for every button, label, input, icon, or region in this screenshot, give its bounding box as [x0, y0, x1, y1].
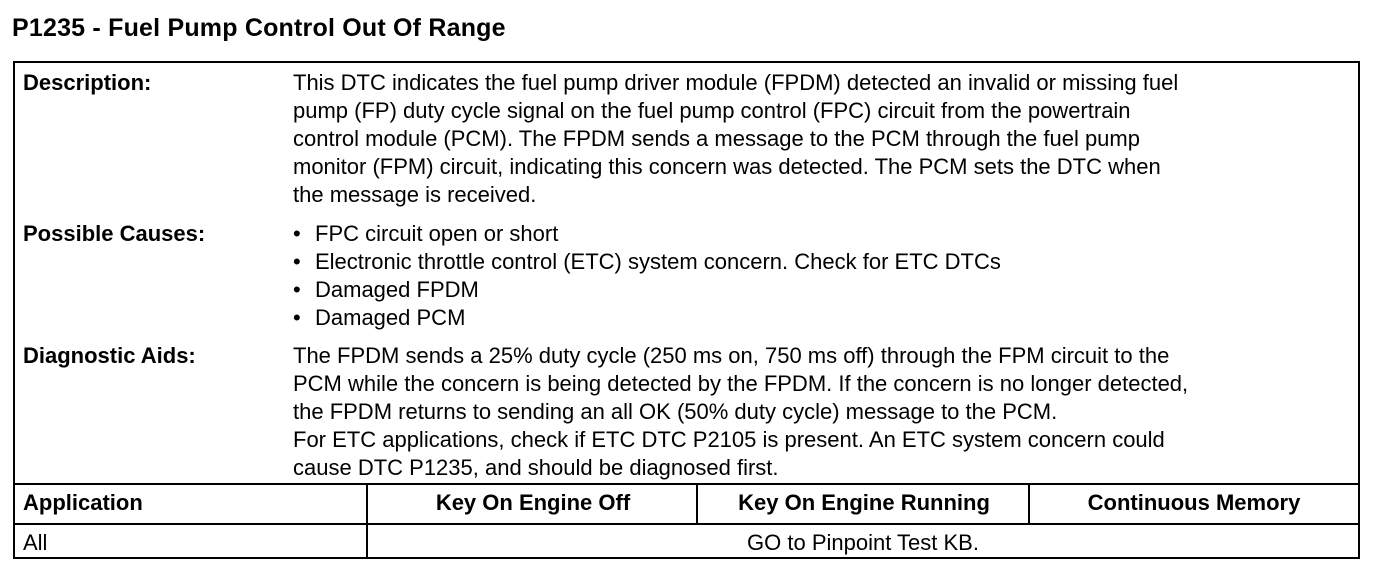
bullet-icon: •	[293, 221, 301, 246]
diagnostic-line: PCM while the concern is being detected by the FPDM. If the concern is no longer detected,	[293, 371, 1189, 396]
cell-action: GO to Pinpoint Test KB.	[747, 530, 979, 555]
description-text	[293, 69, 1353, 209]
description-line: This DTC indicates the fuel pump driver module (FPDM) detected an invalid or missing fuel	[293, 70, 1179, 95]
page-title: P1235 - Fuel Pump Control Out Of Range	[12, 14, 506, 42]
header-key-on-engine-off: Key On Engine Off	[435, 490, 631, 515]
table-divider	[696, 485, 698, 523]
table-row	[15, 523, 1358, 561]
diagnostic-aids-text	[293, 342, 1353, 482]
possible-causes-list	[293, 220, 1353, 332]
cell-application: All	[23, 530, 48, 555]
description-line: monitor (FPM) circuit, indicating this concern was detected. The PCM sets the DTC when	[293, 154, 1161, 179]
application-table	[15, 483, 1358, 559]
table-divider	[366, 485, 368, 559]
bullet-icon: •	[293, 249, 301, 274]
bullet-icon: •	[293, 305, 301, 330]
header-continuous-memory: Continuous Memory	[1087, 490, 1301, 515]
bullet-icon: •	[293, 277, 301, 302]
cause-text: FPC circuit open or short	[315, 221, 559, 246]
header-application: Application	[23, 490, 143, 515]
dtc-info-box	[13, 61, 1360, 559]
cause-item	[293, 276, 1353, 304]
cause-text: Damaged PCM	[315, 305, 466, 330]
header-key-on-engine-running: Key On Engine Running	[738, 490, 990, 515]
possible-causes-label: Possible Causes:	[23, 221, 206, 246]
cause-text: Damaged FPDM	[315, 277, 479, 302]
description-line: pump (FP) duty cycle signal on the fuel pump control (FPC) circuit from the powertrain	[293, 98, 1131, 123]
description-line: the message is received.	[293, 182, 537, 207]
diagnostic-line: The FPDM sends a 25% duty cycle (250 ms on, 750 ms off) through the FPM circuit to the	[293, 343, 1170, 368]
description-line: control module (PCM). The FPDM sends a message to the PCM through the fuel pump	[293, 126, 1140, 151]
diagnostic-line: For ETC applications, check if ETC DTC P2105 is present. An ETC system concern could	[293, 427, 1165, 452]
cause-item	[293, 304, 1353, 332]
diagnostic-line: cause DTC P1235, and should be diagnosed first.	[293, 455, 779, 480]
cause-text: Electronic throttle control (ETC) system concern. Check for ETC DTCs	[315, 249, 1001, 274]
cause-item	[293, 220, 1353, 248]
diagnostic-aids-label: Diagnostic Aids:	[23, 343, 196, 368]
table-divider	[1028, 485, 1030, 523]
diagnostic-line: the FPDM returns to sending an all OK (50% duty cycle) message to the PCM.	[293, 399, 1058, 424]
cause-item	[293, 248, 1353, 276]
description-label: Description:	[23, 70, 152, 95]
table-header-row	[15, 485, 1358, 521]
